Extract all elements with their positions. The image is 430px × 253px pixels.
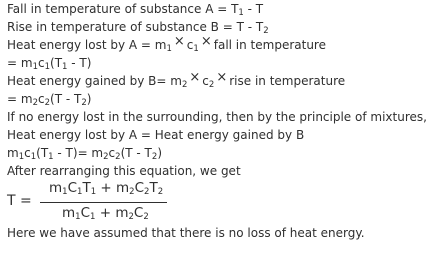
line-rise-temperature	[7, 18, 427, 36]
text: (T - T	[120, 146, 152, 160]
text: fall in temperature	[213, 38, 326, 52]
fraction-numerator	[49, 180, 163, 196]
subscript: 2	[128, 212, 134, 222]
subscript: 2	[115, 152, 121, 162]
subscript: 2	[44, 98, 51, 108]
subscript: 2	[144, 187, 150, 197]
text: C	[134, 180, 145, 196]
text: c	[202, 74, 209, 88]
subscript: 1	[62, 62, 68, 72]
text: Heat energy gained by B= m	[7, 74, 182, 88]
line-principle-of-mixtures: If no energy lost in the surrounding, then by the principle of mixtures,	[7, 110, 427, 124]
subscript: 2	[181, 80, 188, 90]
subscript: 2	[151, 152, 158, 162]
line-heat-lost-a	[7, 36, 427, 54]
text: = m	[7, 56, 33, 70]
final-temperature-formula	[7, 180, 427, 224]
line-heat-gained-b-expr	[7, 90, 427, 108]
text: c	[186, 38, 194, 52]
text: m	[62, 205, 76, 221]
subscript: 1	[77, 187, 83, 197]
times-sign: ×	[216, 70, 228, 85]
text: Rise in temperature of substance B = T - T	[7, 20, 264, 34]
text: - T	[243, 2, 264, 16]
subscript: 1	[193, 44, 199, 54]
subscript: 2	[157, 187, 164, 197]
text: m	[49, 180, 63, 196]
subscript: 2	[129, 187, 135, 197]
text: c	[37, 56, 45, 70]
text: C	[133, 205, 144, 221]
fraction-denominator	[62, 205, 149, 221]
text: c	[37, 92, 45, 106]
subscript: 2	[103, 152, 109, 162]
text: m	[116, 180, 130, 196]
subscript: 1	[90, 212, 96, 222]
text: m	[115, 205, 129, 221]
text: = m	[7, 92, 33, 106]
text: (T - T	[50, 92, 82, 106]
subscript: 2	[32, 98, 38, 108]
subscript: 2	[263, 26, 269, 36]
subscript: 1	[238, 8, 244, 18]
text: T	[149, 180, 158, 196]
text: Heat energy lost by A = m	[7, 38, 167, 52]
subscript: 1	[30, 152, 37, 162]
line-heat-gained-b	[7, 72, 427, 90]
text: - T)	[67, 56, 92, 70]
line-energy-equation	[7, 144, 427, 162]
subscript: 1	[32, 62, 38, 72]
text: rise in temperature	[229, 74, 346, 88]
subscript: 2	[143, 212, 149, 222]
times-sign: ×	[189, 70, 201, 85]
text: )	[157, 146, 162, 160]
line-rearranging: After rearranging this equation, we get	[7, 164, 241, 178]
text: T	[82, 180, 91, 196]
text: m	[7, 146, 19, 160]
text: c	[108, 146, 116, 160]
subscript: 1	[18, 152, 25, 162]
subscript: 1	[62, 187, 68, 197]
times-sign: ×	[200, 34, 212, 49]
text: (T	[36, 146, 49, 160]
formula-lhs: T =	[7, 193, 32, 209]
subscript: 1	[44, 62, 51, 72]
plus-sign: +	[95, 205, 116, 221]
subscript: 2	[81, 98, 87, 108]
line-fall-temperature	[7, 0, 427, 18]
text: Fall in temperature of substance A = T	[7, 2, 239, 16]
fraction-bar	[40, 202, 167, 203]
text: )	[86, 92, 92, 106]
solution-text	[7, 0, 427, 242]
text: c	[24, 146, 31, 160]
subscript: 1	[48, 152, 54, 162]
subscript: 1	[75, 212, 81, 222]
subscript: 2	[208, 80, 215, 90]
text: - T)= m	[53, 146, 104, 160]
subscript: 1	[90, 187, 97, 197]
text: (T	[50, 56, 63, 70]
times-sign: ×	[173, 34, 185, 49]
text: C	[80, 205, 91, 221]
plus-sign: +	[96, 180, 117, 196]
subscript: 1	[166, 44, 172, 54]
line-energy-balance: Heat energy lost by A = Heat energy gained by B	[7, 128, 305, 142]
text: C	[67, 180, 78, 196]
line-assumption: Here we have assumed that there is no loss of heat energy.	[7, 226, 365, 240]
